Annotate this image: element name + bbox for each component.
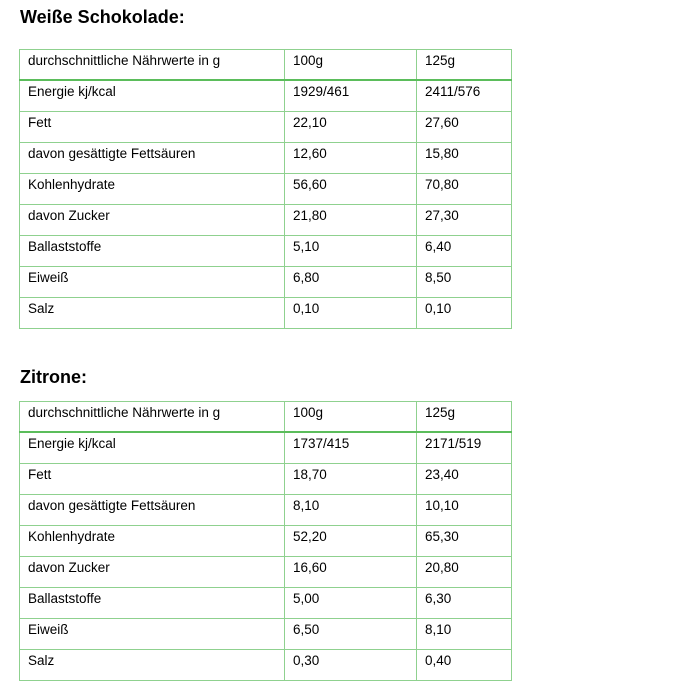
table-row	[20, 205, 512, 236]
value-125g-cell: 20,80	[417, 557, 512, 588]
value-100g-cell: 5,10	[285, 236, 417, 267]
value-125g-cell: 8,50	[417, 267, 512, 298]
table-row	[20, 174, 512, 205]
table-row	[20, 495, 512, 526]
value-100g-cell: 52,20	[285, 526, 417, 557]
nutrient-name-cell: Energie kj/kcal	[20, 80, 285, 112]
value-100g-cell: 1737/415	[285, 432, 417, 464]
table-row	[20, 298, 512, 329]
nutrient-name-cell: Salz	[20, 650, 285, 681]
value-100g-cell: 0,10	[285, 298, 417, 329]
value-125g-cell: 0,40	[417, 650, 512, 681]
table-row	[20, 557, 512, 588]
table-row	[20, 464, 512, 495]
nutrient-name-cell: Fett	[20, 112, 285, 143]
nutrient-name-cell: Energie kj/kcal	[20, 432, 285, 464]
value-125g-cell: 27,60	[417, 112, 512, 143]
nutrient-name-cell: davon gesättigte Fettsäuren	[20, 495, 285, 526]
header-cell-per-125g: 125g	[417, 50, 512, 81]
value-125g-cell: 65,30	[417, 526, 512, 557]
value-125g-cell: 6,40	[417, 236, 512, 267]
header-cell-per-100g: 100g	[285, 402, 417, 433]
value-125g-cell: 23,40	[417, 464, 512, 495]
value-100g-cell: 56,60	[285, 174, 417, 205]
table-header-row	[20, 50, 512, 81]
value-125g-cell: 2411/576	[417, 80, 512, 112]
nutrient-name-cell: Eiweiß	[20, 267, 285, 298]
header-cell-nutrient: durchschnittliche Nährwerte in g	[20, 402, 285, 433]
nutrient-name-cell: Salz	[20, 298, 285, 329]
value-100g-cell: 0,30	[285, 650, 417, 681]
value-100g-cell: 8,10	[285, 495, 417, 526]
nutrient-name-cell: Fett	[20, 464, 285, 495]
value-125g-cell: 8,10	[417, 619, 512, 650]
table-row	[20, 236, 512, 267]
value-100g-cell: 1929/461	[285, 80, 417, 112]
table-row	[20, 80, 512, 112]
value-100g-cell: 21,80	[285, 205, 417, 236]
value-125g-cell: 10,10	[417, 495, 512, 526]
table-row	[20, 588, 512, 619]
table-row	[20, 267, 512, 298]
value-100g-cell: 5,00	[285, 588, 417, 619]
table-row	[20, 650, 512, 681]
nutrition-table-lemon	[19, 401, 512, 681]
section-title-white-chocolate: Weiße Schokolade:	[20, 7, 185, 27]
value-125g-cell: 6,30	[417, 588, 512, 619]
value-125g-cell: 70,80	[417, 174, 512, 205]
nutrient-name-cell: Eiweiß	[20, 619, 285, 650]
header-cell-per-125g: 125g	[417, 402, 512, 433]
section-title-lemon: Zitrone:	[20, 367, 87, 387]
header-cell-nutrient: durchschnittliche Nährwerte in g	[20, 50, 285, 81]
value-100g-cell: 16,60	[285, 557, 417, 588]
value-125g-cell: 0,10	[417, 298, 512, 329]
table-row	[20, 432, 512, 464]
table-row	[20, 112, 512, 143]
nutrition-table-white-chocolate	[19, 49, 512, 329]
table-row	[20, 526, 512, 557]
value-100g-cell: 6,50	[285, 619, 417, 650]
value-100g-cell: 12,60	[285, 143, 417, 174]
value-125g-cell: 27,30	[417, 205, 512, 236]
table-header-row	[20, 402, 512, 433]
nutrient-name-cell: davon Zucker	[20, 557, 285, 588]
value-100g-cell: 18,70	[285, 464, 417, 495]
table-row	[20, 143, 512, 174]
table-row	[20, 619, 512, 650]
value-125g-cell: 2171/519	[417, 432, 512, 464]
nutrient-name-cell: Kohlenhydrate	[20, 174, 285, 205]
value-125g-cell: 15,80	[417, 143, 512, 174]
nutrient-name-cell: Ballaststoffe	[20, 236, 285, 267]
value-100g-cell: 6,80	[285, 267, 417, 298]
nutrient-name-cell: Kohlenhydrate	[20, 526, 285, 557]
nutrient-name-cell: davon Zucker	[20, 205, 285, 236]
nutrient-name-cell: davon gesättigte Fettsäuren	[20, 143, 285, 174]
nutrient-name-cell: Ballaststoffe	[20, 588, 285, 619]
value-100g-cell: 22,10	[285, 112, 417, 143]
header-cell-per-100g: 100g	[285, 50, 417, 81]
